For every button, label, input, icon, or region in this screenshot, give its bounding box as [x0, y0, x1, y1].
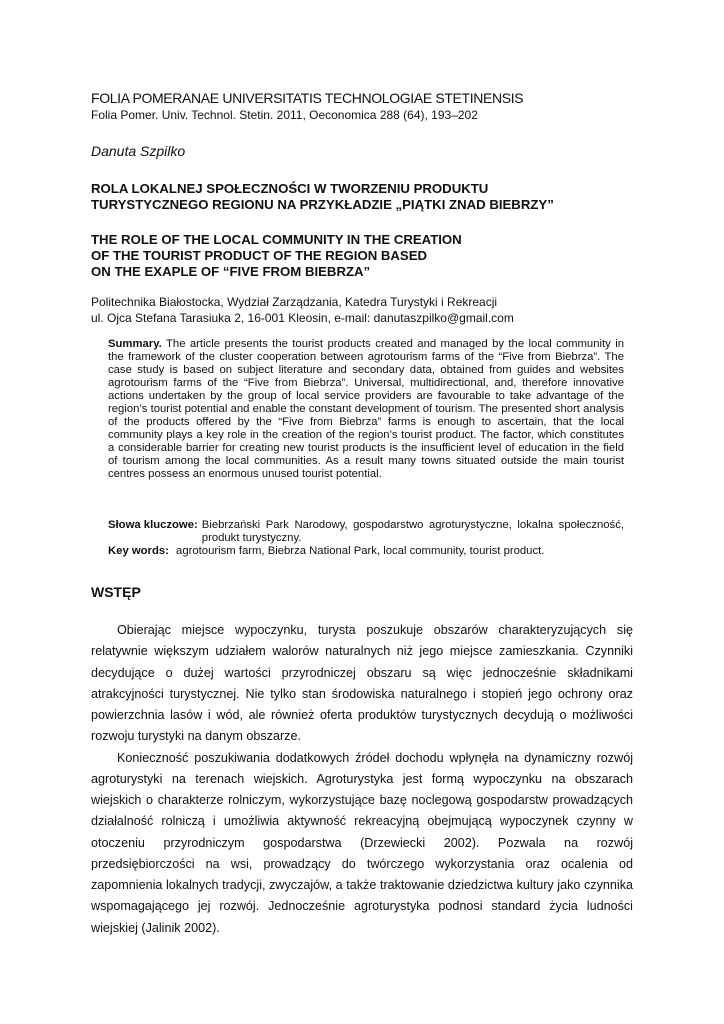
- keywords-english-text: agrotourism farm, Biebrza National Park, local community, tourist product.: [176, 545, 545, 558]
- author-name: Danuta Szpilko: [91, 143, 186, 159]
- section-heading: WSTĘP: [91, 584, 141, 600]
- keywords-english-label: Key words:: [108, 545, 169, 558]
- body-paragraph: Obierając miejsce wypoczynku, turysta poszukuje obszarów charakteryzujących się relatywnie większym udziałem walorów naturalnych niż jego miejsce zamieszkania. Czynniki decydujące o dużej wartości przyrodniczej obszaru są więc jednocześnie składnikami atrakcyjności turystycznej. Nie tylko stan środowiska naturalnego i stopień jego ochrony oraz powierzchnia lasów i wód, ale również oferta produktów turystycznych decydują o możliwości rozwoju turystyki na danym obszarze.: [91, 623, 633, 744]
- abstract-text: The article presents the tourist products created and managed by the local community in the framework of the cluster cooperation between agrotourism farms of the “Five from Biebrza”. The case study is based on subject literature and secondary data, obtained from guides and websites agrotourism farms of the “Five from Biebrza”. Universal, multidirectional, and, therefore innovative actions undertaken by the group of local service providers are favourable to take advantage of the region’s tourist potential and enable the constant development of tourism. The presented short analysis of the products offered by the “Five from Biebrza” farms is enough to ascertain, that the local community plays a key role in the creation of the region’s tourist product. The factor, which constitutes a considerable barrier for creating new tourist products is the insufficient level of education in the field of tourism among the local communities. As a result many towns situated outside the main tourist centres possess an enormous unused tourist potential.: [108, 338, 624, 481]
- title-english-line: ON THE EXAPLE OF “FIVE FROM BIEBRZA”: [91, 264, 371, 280]
- keywords-block: [108, 519, 624, 559]
- abstract-label: Summary.: [108, 338, 162, 350]
- title-english-line: OF THE TOURIST PRODUCT OF THE REGION BASED: [91, 248, 428, 264]
- title-english: [91, 232, 633, 281]
- affiliation: [91, 295, 514, 326]
- title-polish-line: ROLA LOKALNEJ SPOŁECZNOŚCI W TWORZENIU PRODUKTU: [91, 181, 489, 196]
- section-body: [91, 620, 633, 939]
- body-paragraph: Konieczność poszukiwania dodatkowych źródeł dochodu wpłynęła na dynamiczny rozwój agroturystyki na terenach wiejskich. Agroturystyka jest formą wypoczynku na obszarach wiejskich o charakterze rolniczym, wykorzystujące bazę noclegową gospodarstw prowadzących działalność rolniczą i umożliwia aktywność rekreacyjną obejmującą wypoczynek czynny w otoczeniu przyrodniczym gospodarstwa (Drzewiecki 2002). Pozwala na rozwój przedsiębiorczości na wsi, prowadzący do twórczego wykorzystania oraz ocalenia od zapomnienia lokalnych tradycji, zwyczajów, a także traktowanie dziedzictwa kultury jako czynnika wspomagającego jej rozwój. Jednocześnie agroturystyka podnosi standard życia ludności wiejskiej (Jalinik 2002).: [91, 750, 633, 935]
- keywords-polish: [108, 519, 624, 545]
- title-english-line: THE ROLE OF THE LOCAL COMMUNITY IN THE CREATION: [91, 232, 462, 247]
- journal-name: FOLIA POMERANAE UNIVERSITATIS TECHNOLOGIAE STETINENSIS: [91, 90, 524, 106]
- keywords-polish-text: Biebrzański Park Narodowy, gospodarstwo agroturystyczne, lokalna społeczność, produkt turystyczny.: [201, 519, 624, 545]
- journal-citation: Folia Pomer. Univ. Technol. Stetin. 2011, Oeconomica 288 (64), 193–202: [91, 108, 478, 122]
- affiliation-line: Politechnika Białostocka, Wydział Zarządzania, Katedra Turystyki i Rekreacji: [91, 295, 498, 309]
- abstract: [108, 338, 624, 482]
- keywords-english: [108, 545, 624, 558]
- keywords-polish-label: Słowa kluczowe:: [108, 519, 198, 531]
- title-polish-line: TURYSTYCZNEGO REGIONU NA PRZYKŁADZIE „PIĄTKI ZNAD BIEBRZY”: [91, 197, 554, 213]
- title-polish: [91, 181, 633, 213]
- affiliation-line: ul. Ojca Stefana Tarasiuka 2, 16-001 Kleosin, e-mail: danutaszpilko@gmail.com: [91, 310, 514, 325]
